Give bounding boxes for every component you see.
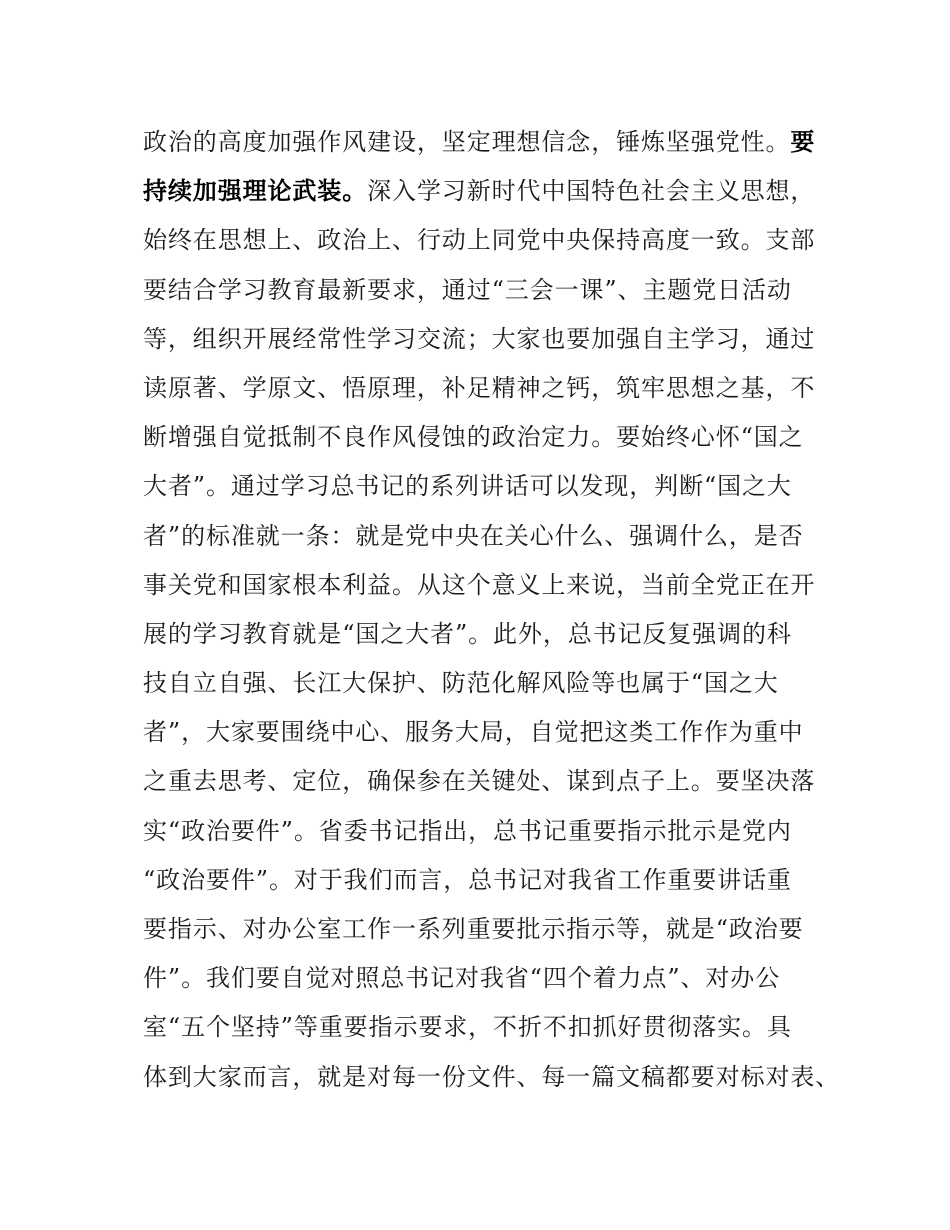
text-line: [143, 708, 823, 757]
text-segment: 大者”。通过学习总书记的系列讲话可以发现，判断“国之大: [143, 472, 792, 501]
text-line: [143, 315, 823, 364]
text-line: [143, 905, 823, 954]
text-segment: 者”，大家要围绕中心、服务大局，自觉把这类工作作为重中: [143, 718, 804, 747]
text-line: [143, 413, 823, 462]
text-segment: 深入学习新时代中国特色社会主义思想，: [367, 177, 816, 206]
text-line: [143, 512, 823, 561]
text-line: [143, 659, 823, 708]
text-line: [143, 954, 823, 1003]
text-segment: 者”的标准就一条：就是党中央在关心什么、强调什么，是否: [143, 521, 804, 550]
text-line: [143, 1053, 841, 1102]
text-segment: 读原著、学原文、悟原理，补足精神之钙，筑牢思想之基，不: [143, 373, 816, 402]
text-segment: 实“政治要件”。省委书记指出，总书记重要指示批示是党内: [143, 816, 792, 845]
text-segment: 事关党和国家根本利益。从这个意义上来说，当前全党正在开: [143, 570, 816, 599]
text-line: [143, 216, 823, 265]
text-line: [143, 167, 823, 216]
text-segment: 要指示、对办公室工作一系列重要批示指示等，就是“政治要: [143, 915, 804, 943]
text-segment: 等，组织开展经常性学习交流；大家也要加强自主学习，通过: [143, 324, 816, 353]
bold-text-segment: 持续加强理论武装。: [143, 177, 368, 206]
text-line: [143, 462, 823, 511]
text-segment: 要结合学习教育最新要求，通过“三会一课”、主题党日活动: [143, 275, 792, 304]
text-line: [143, 1003, 823, 1052]
text-segment: 技自立自强、长江大保护、防范化解风险等也属于“国之大: [143, 669, 779, 698]
text-line: [143, 856, 823, 905]
text-segment: 体到大家而言，就是对每一份文件、每一篇文稿都要对标对表、: [143, 1062, 841, 1091]
text-segment: 展的学习教育就是“国之大者”。此外，总书记反复强调的科: [143, 619, 792, 648]
text-segment: 件”。我们要自觉对照总书记对我省“四个着力点”、对办公: [143, 964, 781, 993]
text-segment: 之重去思考、定位，确保参在关键处、谋到点子上。要坚决落: [143, 767, 816, 796]
text-segment: “政治要件”。对于我们而言，总书记对我省工作重要讲话重: [143, 865, 792, 894]
text-line: [143, 364, 823, 413]
text-segment: 断增强自觉抵制不良作风侵蚀的政治定力。要始终心怀“国之: [143, 423, 804, 452]
text-line: [143, 610, 823, 659]
text-line: [143, 807, 823, 856]
text-line: [143, 757, 823, 806]
body-text: [143, 118, 841, 1102]
text-segment: 始终在思想上、政治上、行动上同党中央保持高度一致。支部: [143, 226, 816, 255]
text-line: [143, 561, 823, 610]
text-segment: 室“五个坚持”等重要指示要求，不折不扣抓好贯彻落实。具: [143, 1013, 792, 1042]
bold-text-segment: 要: [790, 128, 816, 156]
text-line: [143, 118, 823, 167]
text-segment: 政治的高度加强作风建设，坚定理想信念，锤炼坚强党性。: [143, 128, 791, 156]
text-line: [143, 266, 823, 315]
